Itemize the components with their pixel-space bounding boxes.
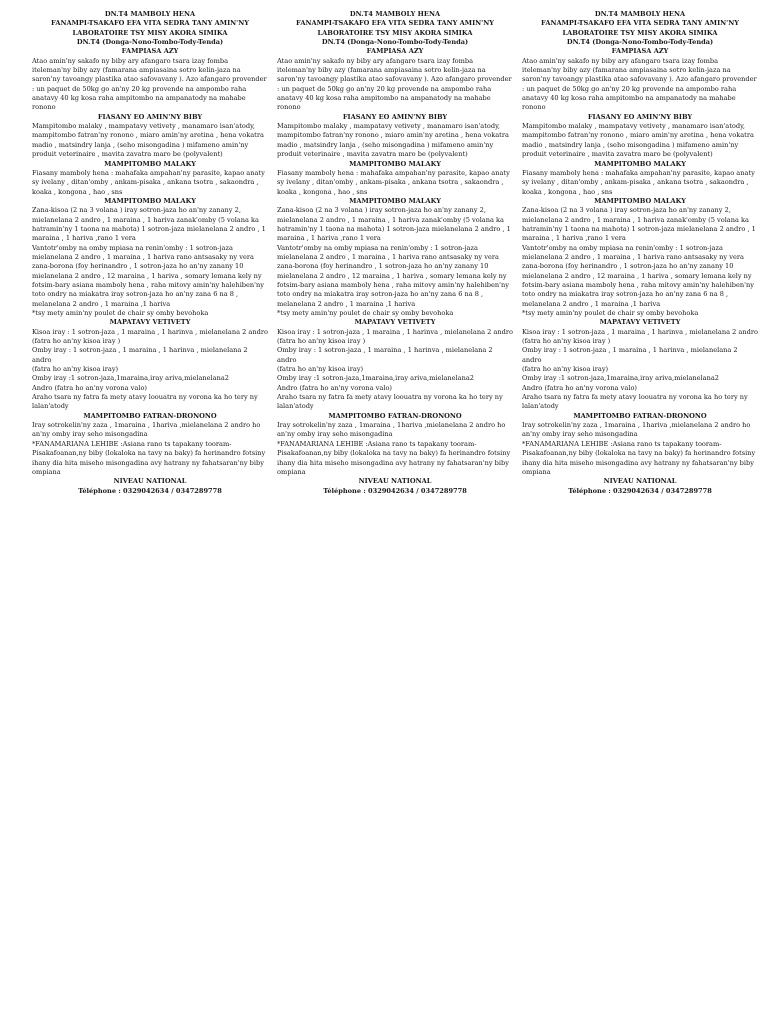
mampitombo-text-1: Fiasany mamboly hena : mahafaka ampahan'ny parasite, kapao anaty sy ivelany , ditan'omby , ankam-pisaka , ankana tsotra , sakaondra , koaka , kongona , hao , sns [277,168,510,196]
telephone-text: Téléphone : 0329042634 / 0347289778 [78,486,222,495]
mampitombo-text-2: Zana-kisoa (2 na 3 volana ) iray sotron-jaza ho an'ny zanany 2, mielanelana 2 andro , 1 maraina , 1 hariva zanak'omby (5 volana ka hatramin'ny 1 taona na mahota) 1 sotron-jaza mielanelana 2 andro , 1 maraina , 1 hariva ,rano 1 vera [32,206,266,243]
tsy-mety-text: *tsy mety amin'ny poulet de chair sy omby bevohoka [32,309,209,317]
header-line-4: DN.T4 (Donga-Nono-Tombo-Tody-Tenda) [76,38,224,47]
omby-text-2: Omby iray :1 sotron-jaza,1maraina,iray ariva,mielanelana2 [32,374,229,383]
vetivety-title: MAPATAVY VETIVETY [599,318,681,327]
vantotr-text: Vantotr'omby na omby mpiasa na renin'omby : 1 sotron-jaza mielanelana 2 andro , 1 maraina , 1 hariva rano antsasaky ny vera zana-borona (foy herinandro , 1 sotron-jaza ho an'ny zanany 10 mielanelana 2 andro , 12 maraina , 1 hariva , somary lemana kely ny fotsim-bary asiana mamboly hena , raha mitovy amin'ny halehiben'ny toto ondry na miakatra iray sotron-jaza ho an'ny zana 6 na 8 , melanelana 2 andro , 1 maraina ,1 hariva [277,243,509,308]
flyer-column-1 [32,10,268,496]
fatran-text: Iray sotrokelin'ny zaza , 1maraina , 1hariva ,mielanelana 2 andro ho an'ny omby iray seho misongadina [277,421,506,439]
flyer-page [0,10,768,1024]
omby-text-2: Omby iray :1 sotron-jaza,1maraina,iray ariva,mielanelana2 [522,374,719,383]
header-line-2: FANAMPI-TSAKAFO EFA VITA SEDRA TANY AMIN'NY [296,19,494,28]
header-line-3: LABORATOIRE TSY MISY AKORA SIMIKA [562,28,718,37]
tsy-mety-text: *tsy mety amin'ny poulet de chair sy omby bevohoka [522,309,699,317]
araho-text: Araho tsara ny fatra fa mety atavy loouatra ny vorona ka ho tery ny lalan'atody [277,393,503,411]
vetivety-text: Kisoa iray : 1 sotron-jaza , 1 maraina , 1 harinva , mielanelana 2 andro (fatra ho an'ny kisoa iray ) [277,327,513,346]
telephone-text: Téléphone : 0329042634 / 0347289778 [568,486,712,495]
header-line-3: LABORATOIRE TSY MISY AKORA SIMIKA [72,28,228,37]
header-line-1: DN.T4 MAMBOLY HENA [594,10,686,18]
vantotr-text: Vantotr'omby na omby mpiasa na renin'omby : 1 sotron-jaza mielanelana 2 andro , 1 maraina , 1 hariva rano antsasaky ny vera zana-borona (foy herinandro , 1 sotron-jaza ho an'ny zanany 10 mielanelana 2 andro , 12 maraina , 1 hariva , somary lemana kely ny fotsim-bary asiana mamboly hena , raha mitovy amin'ny halehiben'ny toto ondry na miakatra iray sotron-jaza ho an'ny zana 6 na 8 , melanelana 2 andro , 1 maraina ,1 hariva [32,243,264,308]
fiasany-text: Mampitombo malaky , mampatavy vetivety , manamaro isan'atody, mampitombo fatran'ny ronono , miaro amin'ny aretina , hena vokatra madio , matsindry lanja , (seho misongadina ) mifameno amin'ny produit veterinaire , mavita zavatra maro be (polyvalent) [32,122,264,159]
omby-text-1: Omby iray : 1 sotron-jaza , 1 maraina , 1 harinva , mielanelana 2 andro [277,346,493,364]
mampitombo-title-2: MAMPITOMBO MALAKY [104,196,196,205]
header-line-5: FAMPIASA AZY [366,47,424,56]
flyer-column-2 [277,10,513,496]
fampiasa-text: Atao amin'ny sakafo ny biby ary afangaro tsara izay fomba iteleman'ny biby azy (famarana ampiasaina sotro kelin-jaza na saron'ny tavoangy plastika atao safovavany ). Azo afangaro provender : un paquet de 50kg go an'ny 20 kg provende na ampombo raha anatavy 40 kg kosa raha ampitombo na ampanatody na mahabe ronono [277,56,512,112]
tsy-mety-text: *tsy mety amin'ny poulet de chair sy omby bevohoka [277,309,454,317]
mampitombo-title-1: MAMPITOMBO MALAKY [594,159,686,168]
mampitombo-title-1: MAMPITOMBO MALAKY [349,159,441,168]
vetivety-text: Kisoa iray : 1 sotron-jaza , 1 maraina , 1 harinva , mielanelana 2 andro (fatra ho an'ny kisoa iray ) [522,327,758,346]
telephone-text: Téléphone : 0329042634 / 0347289778 [323,486,467,495]
fanamariana-text: *FANAMARIANA LEHIBE :Asiana rano ts tapakany tooram-Pisakafoanan,ny biby (lokaloka na tavy na baky) fa herinandro fotsiny ihany dia hita miseho misongadina avy hatrany ny fahatsaran'ny biby ompiana [277,439,511,476]
fiasany-text: Mampitombo malaky , mampatavy vetivety , manamaro isan'atody, mampitombo fatran'ny ronono , miaro amin'ny aretina , hena vokatra madio , matsindry lanja , (seho misongadina ) mifameno amin'ny produit veterinaire , mavita zavatra maro be (polyvalent) [277,122,509,159]
fanamariana-text: *FANAMARIANA LEHIBE :Asiana rano ts tapakany tooram-Pisakafoanan,ny biby (lokaloka na tavy na baky) fa herinandro fotsiny ihany dia hita miseho misongadina avy hatrany ny fahatsaran'ny biby ompiana [522,439,756,476]
mampitombo-text-1: Fiasany mamboly hena : mahafaka ampahan'ny parasite, kapao anaty sy ivelany , ditan'omby , ankam-pisaka , ankana tsotra , sakaondra , koaka , kongona , hao , sns [522,168,755,196]
fatra-kisoa-text: (fatra ho an'ny kisoa iray) [277,365,364,374]
mampitombo-title-1: MAMPITOMBO MALAKY [104,159,196,168]
fiasany-title: FIASANY EO AMIN'NY BIBY [587,112,693,121]
andro-text: Andro (fatra ho an'ny vorona valo) [277,383,392,392]
vantotr-text: Vantotr'omby na omby mpiasa na renin'omby : 1 sotron-jaza mielanelana 2 andro , 1 maraina , 1 hariva rano antsasaky ny vera zana-borona (foy herinandro , 1 sotron-jaza ho an'ny zanany 10 mielanelana 2 andro , 12 maraina , 1 hariva , somary lemana kely ny fotsim-bary asiana mamboly hena , raha mitovy amin'ny halehiben'ny toto ondry na miakatra iray sotron-jaza ho an'ny zana 6 na 8 , melanelana 2 andro , 1 maraina ,1 hariva [522,243,754,308]
niveau-text: NIVEAU NATIONAL [113,477,187,486]
header-line-3: LABORATOIRE TSY MISY AKORA SIMIKA [317,28,473,37]
omby-text-2: Omby iray :1 sotron-jaza,1maraina,iray ariva,mielanelana2 [277,374,474,383]
vetivety-title: MAPATAVY VETIVETY [354,318,436,327]
vetivety-text: Kisoa iray : 1 sotron-jaza , 1 maraina , 1 harinva , mielanelana 2 andro (fatra ho an'ny kisoa iray ) [32,327,268,346]
fatra-kisoa-text: (fatra ho an'ny kisoa iray) [32,365,119,374]
fatran-text: Iray sotrokelin'ny zaza , 1maraina , 1hariva ,mielanelana 2 andro ho an'ny omby iray seho misongadina [32,421,261,439]
fatran-title: MAMPITOMBO FATRAN-DRONONO [83,411,217,420]
header-line-2: FANAMPI-TSAKAFO EFA VITA SEDRA TANY AMIN'NY [541,19,739,28]
mampitombo-text-2: Zana-kisoa (2 na 3 volana ) iray sotron-jaza ho an'ny zanany 2, mielanelana 2 andro , 1 maraina , 1 hariva zanak'omby (5 volana ka hatramin'ny 1 taona na mahota) 1 sotron-jaza mielanelana 2 andro , 1 maraina , 1 hariva ,rano 1 vera [277,206,511,243]
andro-text: Andro (fatra ho an'ny vorona valo) [32,383,147,392]
mampitombo-text-1: Fiasany mamboly hena : mahafaka ampahan'ny parasite, kapao anaty sy ivelany , ditan'omby , ankam-pisaka , ankana tsotra , sakaondra , koaka , kongona , hao , sns [32,168,265,196]
fampiasa-text: Atao amin'ny sakafo ny biby ary afangaro tsara izay fomba iteleman'ny biby azy (famarana ampiasaina sotro kelin-jaza na saron'ny tavoangy plastika atao safovavany ). Azo afangaro provender : un paquet de 50kg go an'ny 20 kg provende na ampombo raha anatavy 40 kg kosa raha ampitombo na ampanatody na mahabe ronono [522,56,757,112]
omby-text-1: Omby iray : 1 sotron-jaza , 1 maraina , 1 harinva , mielanelana 2 andro [522,346,738,364]
header-line-4: DN.T4 (Donga-Nono-Tombo-Tody-Tenda) [566,38,714,47]
header-line-2: FANAMPI-TSAKAFO EFA VITA SEDRA TANY AMIN'NY [51,19,249,28]
fampiasa-text: Atao amin'ny sakafo ny biby ary afangaro tsara izay fomba iteleman'ny biby azy (famarana ampiasaina sotro kelin-jaza na saron'ny tavoangy plastika atao safovavany ). Azo afangaro provender : un paquet de 50kg go an'ny 20 kg provende na ampombo raha anatavy 40 kg kosa raha ampitombo na ampanatody na mahabe ronono [32,56,267,112]
araho-text: Araho tsara ny fatra fa mety atavy loouatra ny vorona ka ho tery ny lalan'atody [32,393,258,411]
andro-text: Andro (fatra ho an'ny vorona valo) [522,383,637,392]
niveau-text: NIVEAU NATIONAL [358,477,432,486]
vetivety-title: MAPATAVY VETIVETY [109,318,191,327]
fatran-text: Iray sotrokelin'ny zaza , 1maraina , 1hariva ,mielanelana 2 andro ho an'ny omby iray seho misongadina [522,421,751,439]
mampitombo-title-2: MAMPITOMBO MALAKY [349,196,441,205]
flyer-column-3 [522,10,758,496]
omby-text-1: Omby iray : 1 sotron-jaza , 1 maraina , 1 harinva , mielanelana 2 andro [32,346,248,364]
mampitombo-title-2: MAMPITOMBO MALAKY [594,196,686,205]
header-line-1: DN.T4 MAMBOLY HENA [104,10,196,18]
fatran-title: MAMPITOMBO FATRAN-DRONONO [573,411,707,420]
fatran-title: MAMPITOMBO FATRAN-DRONONO [328,411,462,420]
header-line-5: FAMPIASA AZY [121,47,179,56]
fanamariana-text: *FANAMARIANA LEHIBE :Asiana rano ts tapakany tooram-Pisakafoanan,ny biby (lokaloka na tavy na baky) fa herinandro fotsiny ihany dia hita miseho misongadina avy hatrany ny fahatsaran'ny biby ompiana [32,439,266,476]
header-line-4: DN.T4 (Donga-Nono-Tombo-Tody-Tenda) [321,38,469,47]
header-line-1: DN.T4 MAMBOLY HENA [349,10,441,18]
niveau-text: NIVEAU NATIONAL [603,477,677,486]
fatra-kisoa-text: (fatra ho an'ny kisoa iray) [522,365,609,374]
fiasany-text: Mampitombo malaky , mampatavy vetivety , manamaro isan'atody, mampitombo fatran'ny ronono , miaro amin'ny aretina , hena vokatra madio , matsindry lanja , (seho misongadina ) mifameno amin'ny produit veterinaire , mavita zavatra maro be (polyvalent) [522,122,754,159]
araho-text: Araho tsara ny fatra fa mety atavy loouatra ny vorona ka ho tery ny lalan'atody [522,393,748,411]
fiasany-title: FIASANY EO AMIN'NY BIBY [97,112,203,121]
header-line-5: FAMPIASA AZY [611,47,669,56]
fiasany-title: FIASANY EO AMIN'NY BIBY [342,112,448,121]
mampitombo-text-2: Zana-kisoa (2 na 3 volana ) iray sotron-jaza ho an'ny zanany 2, mielanelana 2 andro , 1 maraina , 1 hariva zanak'omby (5 volana ka hatramin'ny 1 taona na mahota) 1 sotron-jaza mielanelana 2 andro , 1 maraina , 1 hariva ,rano 1 vera [522,206,756,243]
